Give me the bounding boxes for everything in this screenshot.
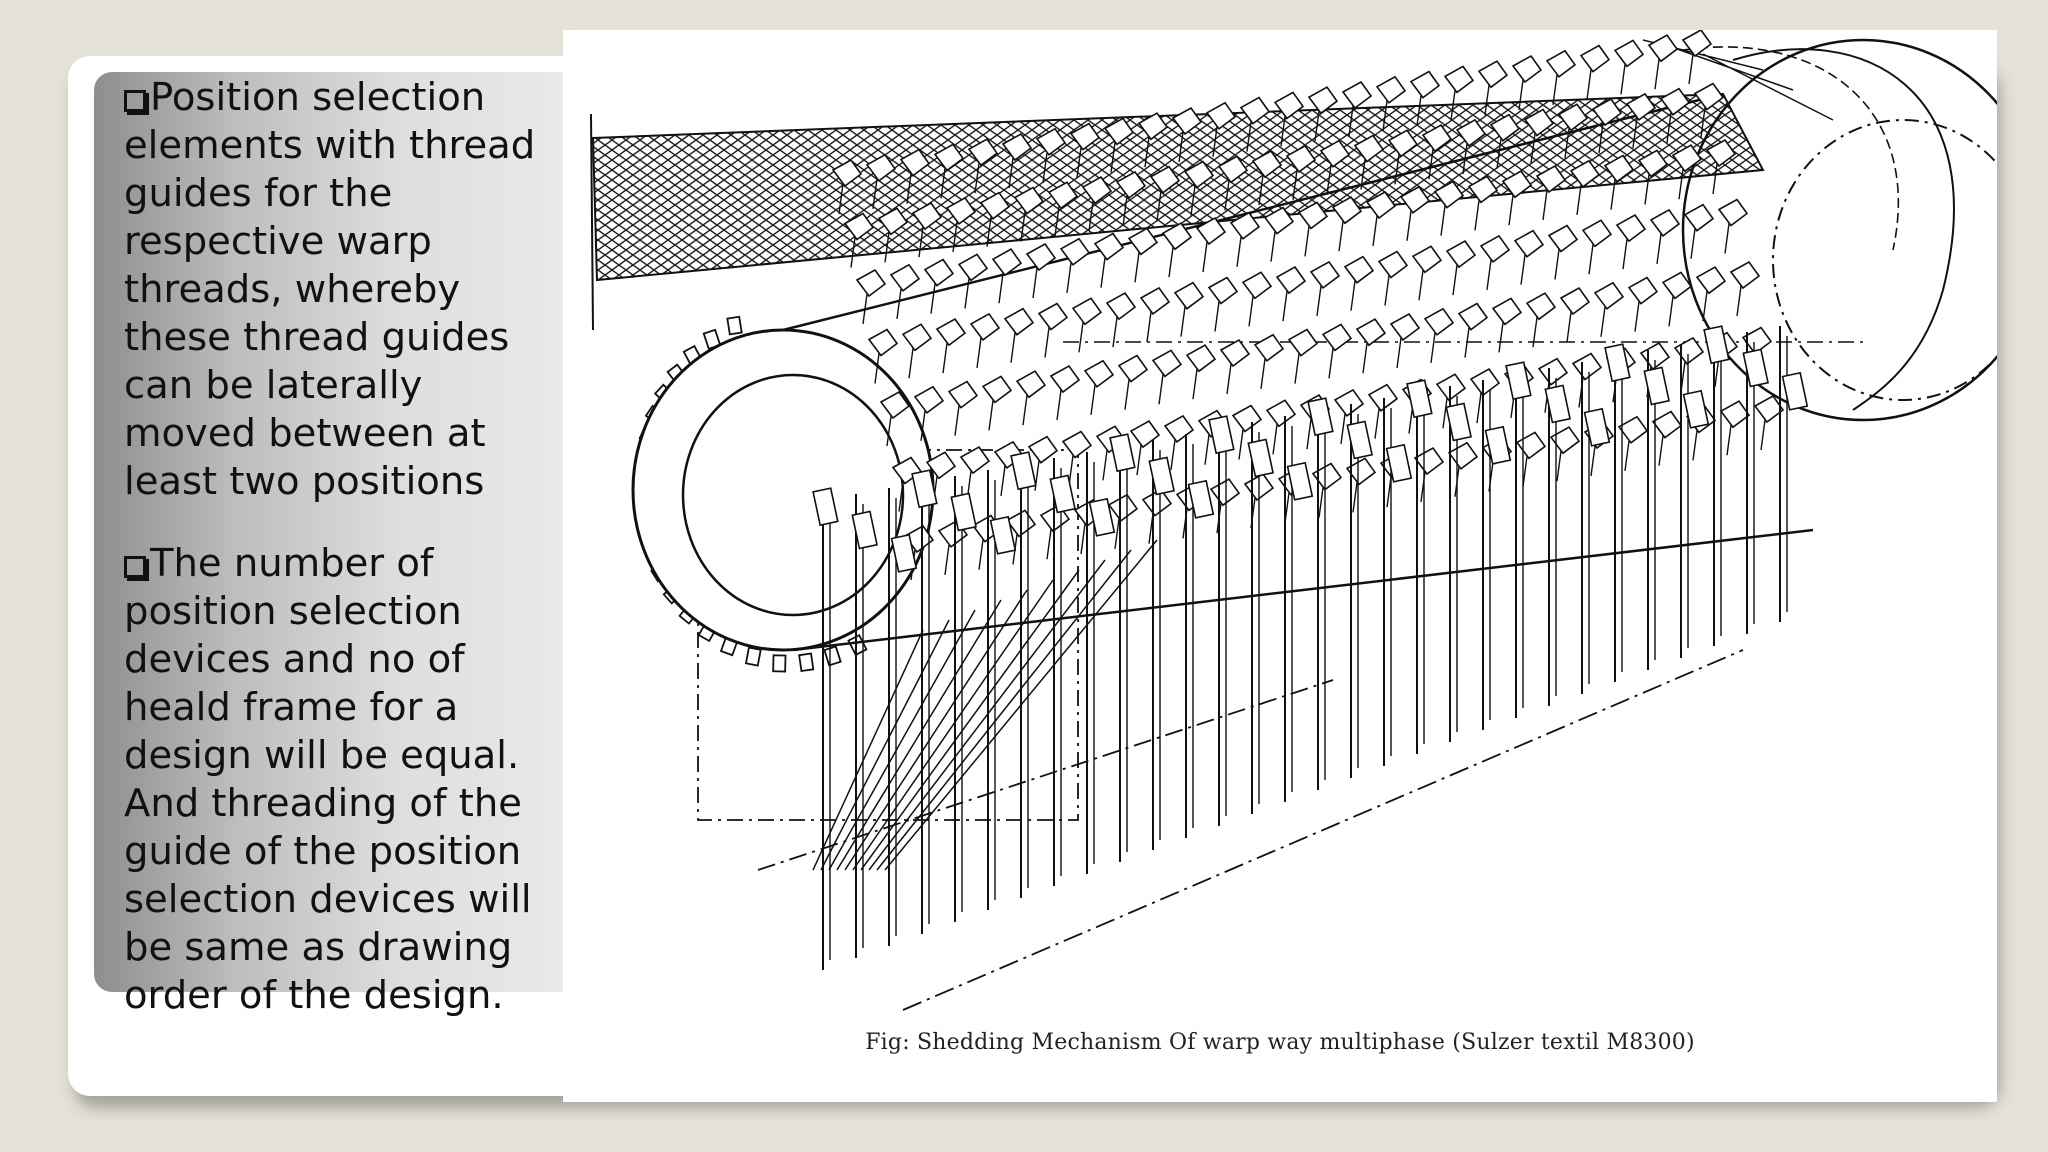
selection-element <box>959 254 987 280</box>
selection-element <box>1377 77 1405 103</box>
selection-element <box>1267 400 1295 426</box>
selection-element <box>1615 40 1643 66</box>
selection-element <box>1131 421 1159 447</box>
selection-element <box>1073 298 1101 324</box>
selection-element <box>891 265 919 291</box>
thread-guide-head <box>1585 409 1610 446</box>
figure-area <box>563 30 1997 1102</box>
selection-element <box>1187 345 1215 371</box>
selection-element <box>1595 283 1623 309</box>
selection-element <box>1697 267 1725 293</box>
selection-element <box>1107 293 1135 319</box>
selection-element <box>1663 272 1691 298</box>
drum-tooth <box>799 653 813 671</box>
selection-element <box>1323 324 1351 350</box>
selection-element <box>1233 406 1261 432</box>
thread-guide-head <box>1110 434 1135 471</box>
selection-element <box>1175 283 1203 309</box>
selection-element <box>1413 246 1441 272</box>
thread-guide-head <box>1189 481 1214 518</box>
selection-element <box>1391 314 1419 340</box>
thread-guide-head <box>1011 452 1036 489</box>
selection-element <box>1379 252 1407 278</box>
selection-element <box>1719 200 1747 226</box>
selection-element <box>949 382 977 408</box>
selection-element <box>1493 298 1521 324</box>
selection-element <box>1277 267 1305 293</box>
selection-element <box>1721 401 1749 427</box>
drum-end-circle <box>1683 40 1997 420</box>
selection-element <box>1129 228 1157 254</box>
hollow-square-bullet-icon <box>124 556 146 578</box>
selection-element <box>1619 417 1647 443</box>
selection-element <box>1517 432 1545 458</box>
shedding-mechanism-drawing <box>563 30 1997 1030</box>
selection-element <box>925 260 953 286</box>
thread-guide-head <box>1704 326 1729 363</box>
selection-element <box>961 447 989 473</box>
selection-element <box>1649 35 1677 61</box>
selection-element <box>1685 205 1713 231</box>
drum-tooth <box>848 635 866 655</box>
thread-guide-head <box>1783 373 1808 410</box>
selection-element <box>1551 427 1579 453</box>
bullet-item <box>124 540 564 1020</box>
selection-element <box>1755 396 1783 422</box>
selection-element <box>1629 278 1657 304</box>
figure-caption: Fig: Shedding Mechanism Of warp way multiphase (Sulzer textil M8300) <box>865 1030 1695 1055</box>
selection-element <box>1255 335 1283 361</box>
selection-element <box>971 314 999 340</box>
selection-element <box>1243 272 1271 298</box>
selection-element <box>1539 359 1567 385</box>
selection-element <box>1447 241 1475 267</box>
selection-element <box>1345 257 1373 283</box>
selection-element <box>1581 46 1609 72</box>
selection-element <box>1017 371 1045 397</box>
selection-element <box>1527 293 1555 319</box>
selection-element <box>1141 288 1169 314</box>
selection-element <box>1513 56 1541 82</box>
selection-element <box>1547 51 1575 77</box>
selection-element <box>857 270 885 296</box>
bullet-item <box>124 74 564 506</box>
selection-element <box>1153 350 1181 376</box>
selection-element <box>1209 278 1237 304</box>
selection-element <box>1653 412 1681 438</box>
selection-element <box>1061 239 1089 265</box>
drum-tooth <box>746 648 761 666</box>
selection-element <box>1445 66 1473 92</box>
selection-element <box>1109 495 1137 521</box>
selection-element <box>1651 210 1679 236</box>
selection-element <box>1221 340 1249 366</box>
hollow-square-bullet-icon <box>124 90 146 112</box>
selection-element <box>1731 262 1759 288</box>
selection-element <box>1561 288 1589 314</box>
bullet-text: Position selection elements with thread guides for the respective warp threads, whereby these thread guides can be laterally moved between at least two positions <box>124 75 536 504</box>
selection-element <box>1425 309 1453 335</box>
selection-element <box>1415 448 1443 474</box>
selection-element <box>1119 356 1147 382</box>
selection-element <box>1335 390 1363 416</box>
selection-element <box>903 324 931 350</box>
thread-guide-head <box>1684 391 1709 428</box>
selection-element <box>1481 236 1509 262</box>
selection-element <box>1549 226 1577 252</box>
selection-element <box>1085 361 1113 387</box>
selection-element <box>1471 369 1499 395</box>
selection-element <box>1029 437 1057 463</box>
selection-element <box>1005 309 1033 335</box>
bullet-list <box>124 74 564 1054</box>
selection-element <box>1095 234 1123 260</box>
thread-guide-head <box>1308 398 1333 435</box>
selection-element <box>1583 220 1611 246</box>
thread-guide-head <box>1506 362 1531 399</box>
drum-tooth <box>824 646 840 665</box>
selection-element <box>1289 330 1317 356</box>
selection-element <box>937 319 965 345</box>
selection-element <box>1165 416 1193 442</box>
selection-element <box>869 330 897 356</box>
selection-element <box>915 387 943 413</box>
selection-element <box>1343 82 1371 108</box>
selection-element <box>1411 72 1439 98</box>
selection-element <box>1459 304 1487 330</box>
bullet-text: The number of position selection devices and no of heald frame for a design will be equal. And threading of the guide of the position selection devices will be same as drawing order of the design. <box>124 541 532 1018</box>
selection-element <box>1039 304 1067 330</box>
selection-element <box>1211 479 1239 505</box>
selection-element <box>1449 443 1477 469</box>
drum-tooth <box>727 317 741 335</box>
selection-element <box>983 376 1011 402</box>
drum-tooth <box>773 655 785 671</box>
selection-element <box>1617 215 1645 241</box>
thread-guide-head <box>1407 380 1432 417</box>
thread-guide-head <box>1486 427 1511 464</box>
selection-element <box>1515 231 1543 257</box>
selection-element <box>1311 262 1339 288</box>
selection-element <box>1027 244 1055 270</box>
selection-element <box>1479 61 1507 87</box>
selection-element <box>1573 354 1601 380</box>
selection-element <box>1051 366 1079 392</box>
thread-guide-head <box>1209 416 1234 453</box>
